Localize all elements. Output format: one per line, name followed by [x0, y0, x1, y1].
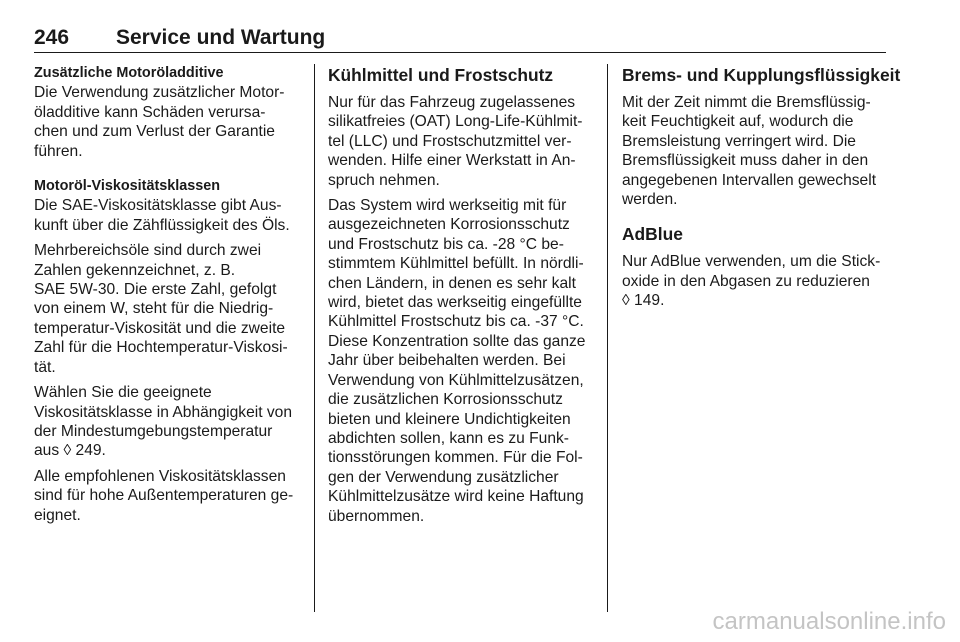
column-middle	[328, 64, 596, 532]
text-line: Diese Konzentration sollte das ganze	[328, 332, 586, 350]
chapter-title: Service und Wartung	[116, 26, 326, 49]
page-reference-arrow-icon: ◊	[622, 292, 630, 310]
text-line: spruch nehmen.	[328, 171, 440, 189]
text-line: temperatur-Viskosität und die zweite	[34, 319, 286, 337]
text-line: chen Ländern, in denen es sehr kalt	[328, 274, 576, 292]
column-left	[34, 64, 302, 531]
paragraph	[328, 93, 596, 190]
text-line: Bremsleistung verringert wird. Die	[622, 132, 856, 150]
text-line: Zahlen gekennzeichnet, z. B.	[34, 261, 236, 279]
text-fragment: aus	[34, 442, 64, 460]
text-line: abdichten sollen, kann es zu Funk-	[328, 429, 569, 447]
text-line: gen der Verwendung zusätzlicher	[328, 468, 559, 486]
text-line: Jahr über beibehalten werden. Bei	[328, 352, 566, 370]
page-reference-link[interactable]: 249.	[71, 442, 106, 460]
text-line: Das System wird werkseitig mit für	[328, 197, 567, 215]
text-line: Die SAE-Viskositätsklasse gibt Aus-	[34, 197, 282, 215]
text-line: Mit der Zeit nimmt die Bremsflüssig-	[622, 94, 871, 111]
text-line: von einem W, steht für die Niedrig-	[34, 300, 274, 318]
text-line: werden.	[622, 191, 678, 209]
paragraph	[34, 83, 302, 161]
text-line: und Frostschutz bis ca. -28 °C be-	[328, 235, 564, 253]
text-line: oxide in den Abgasen zu reduzieren	[622, 272, 870, 290]
text-line: öladditive kann Schäden verursa-	[34, 103, 266, 121]
text-line: tionsstörungen kommen. Für die Fol-	[328, 449, 583, 467]
text-line: chen und zum Verlust der Garantie	[34, 123, 275, 141]
heading-brake-fluid: Brems- und Kupplungsflüssigkeit	[622, 65, 901, 85]
text-line: Bremsflüssigkeit muss daher in den	[622, 152, 869, 170]
text-line: ausgezeichneten Korrosionsschutz	[328, 216, 570, 234]
paragraph	[622, 93, 890, 209]
text-line	[34, 441, 302, 460]
text-line: führen.	[34, 142, 83, 160]
page-number: 246	[34, 26, 70, 49]
page-reference-arrow-icon: ◊	[63, 442, 72, 460]
text-line: Nur für das Fahrzeug zugelassenes	[328, 94, 576, 111]
text-line: SAE 5W-30. Die erste Zahl, gefolgt	[34, 281, 277, 299]
paragraph	[328, 196, 596, 526]
text-line: Verwendung von Kühlmittelzusätzen,	[328, 371, 584, 389]
column-right	[622, 64, 901, 317]
text-line: Die Verwendung zusätzlicher Motor-	[34, 84, 285, 102]
text-line: der Mindestumgebungstemperatur	[34, 422, 273, 440]
paragraph	[622, 252, 890, 310]
text-line: Viskositätsklasse in Abhängigkeit von	[34, 403, 293, 421]
text-line: keit Feuchtigkeit auf, wodurch die	[622, 113, 854, 131]
text-line: sind für hohe Außentemperaturen ge-	[34, 487, 294, 505]
header-divider	[34, 52, 886, 53]
text-line: Zahl für die Hochtemperatur-Viskosi-	[34, 339, 288, 357]
text-line: wird, bietet das werkseitig eingefüllte	[328, 294, 582, 312]
text-line: tel (LLC) und Frostschutzmittel ver-	[328, 132, 572, 150]
text-line: Alle empfohlenen Viskositätsklassen	[34, 467, 286, 485]
paragraph	[34, 196, 302, 235]
column-divider	[314, 64, 315, 612]
paragraph	[34, 467, 302, 525]
column-divider	[607, 64, 608, 612]
text-line: Kühlmittel Frostschutz bis ca. -37 °C.	[328, 313, 584, 331]
text-line: stimmtem Kühlmittel befüllt. In nördli-	[328, 255, 584, 273]
text-line: eignet.	[34, 506, 81, 524]
watermark: carmanualsonline.info	[712, 608, 946, 635]
text-line: silikatfreies (OAT) Long-Life-Kühlmit-	[328, 113, 583, 131]
text-line: die zusätzlichen Korrosionsschutz	[328, 391, 563, 409]
subheading-oil-additives: Zusätzliche Motoröladditive	[34, 65, 224, 81]
paragraph	[34, 383, 302, 461]
text-line: Kühlmittelzusätze wird keine Haftung	[328, 488, 584, 506]
text-line: Nur AdBlue verwenden, um die Stick-	[622, 253, 881, 271]
subheading-viscosity-classes: Motoröl-Viskositätsklassen	[34, 178, 221, 195]
text-line: angegebenen Intervallen gewechselt	[622, 171, 877, 189]
page-header	[34, 26, 886, 52]
text-line: bieten und kleinere Undichtigkeiten	[328, 410, 571, 428]
text-line: Wählen Sie die geeignete	[34, 384, 212, 402]
text-line: wenden. Hilfe einer Werkstatt in An-	[328, 152, 576, 170]
heading-adblue: AdBlue	[622, 224, 683, 245]
text-line	[622, 291, 890, 310]
text-line: tät.	[34, 358, 56, 376]
page-reference-link[interactable]: 149.	[629, 292, 665, 310]
text-line: kunft über die Zähflüssigkeit des Öls.	[34, 216, 290, 234]
paragraph	[34, 241, 302, 377]
text-line: Mehrbereichsöle sind durch zwei	[34, 242, 262, 260]
text-line: übernommen.	[328, 507, 425, 525]
heading-coolant: Kühlmittel und Frostschutz	[328, 65, 554, 85]
